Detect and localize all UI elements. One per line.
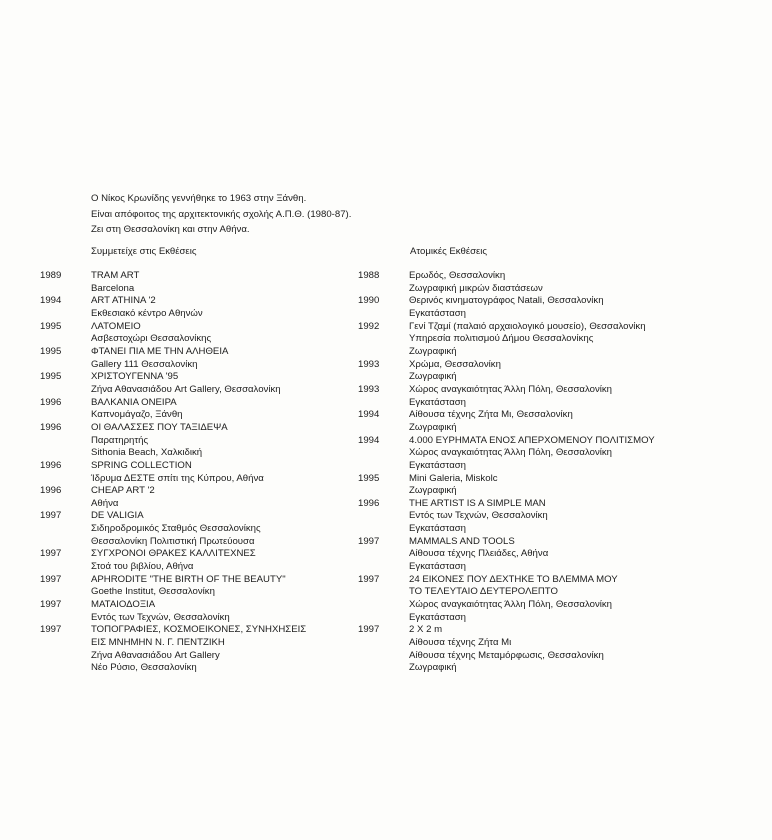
group-exhibition-entry-details bbox=[91, 485, 360, 510]
solo-exhibition-entry-title: Ερωδός, Θεσσαλονίκη bbox=[409, 270, 506, 281]
group-exhibition-entry-year: 1995 bbox=[40, 371, 62, 383]
solo-exhibition-entry-title: THE ARTIST IS A SIMPLE MAN bbox=[409, 497, 546, 509]
group-exhibition-entry bbox=[40, 397, 360, 422]
group-exhibitions-heading: Συμμετείχε στις Εκθέσεις bbox=[91, 246, 197, 257]
group-exhibition-entry-title: CHEAP ART '2 bbox=[91, 485, 155, 497]
group-exhibition-entry-year: 1997 bbox=[40, 573, 62, 585]
group-exhibition-entry-details bbox=[91, 624, 360, 675]
solo-exhibition-entry-details bbox=[409, 536, 688, 574]
solo-exhibition-entry-detail-line: Εγκατάσταση bbox=[409, 396, 467, 408]
solo-exhibition-entry-detail-line: ΤΟ ΤΕΛΕΥΤΑΙΟ ΔΕΥΤΕΡΟΛΕΠΤΟ bbox=[409, 586, 558, 598]
group-exhibition-entry-title: DE VALIGIA bbox=[91, 510, 144, 522]
group-exhibition-entry bbox=[40, 371, 360, 396]
group-exhibition-entry-detail-line: Sithonia Beach, Χαλκιδική bbox=[91, 447, 203, 459]
solo-exhibition-entry-details bbox=[409, 270, 688, 295]
group-exhibition-entry-year: 1996 bbox=[40, 485, 62, 497]
solo-exhibition-entry-year: 1997 bbox=[358, 624, 380, 636]
group-exhibition-entry-year: 1996 bbox=[40, 421, 62, 433]
intro-line: Ζει στη Θεσσαλονίκη και στην Αθήνα. bbox=[91, 224, 250, 235]
group-exhibition-entry-details bbox=[91, 371, 360, 396]
group-exhibition-entry-details bbox=[91, 346, 360, 371]
group-exhibition-entry bbox=[40, 574, 360, 599]
group-exhibition-entry bbox=[40, 422, 360, 460]
solo-exhibition-entry-details bbox=[409, 321, 688, 359]
group-exhibition-entry-detail-line: Gallery 111 Θεσσαλονίκη bbox=[91, 358, 198, 370]
solo-exhibition-entry bbox=[358, 435, 688, 473]
group-exhibition-entry-title: ΧΡΙΣΤΟΥΓΕΝΝΑ '95 bbox=[91, 371, 179, 383]
group-exhibition-entry-title: ΤΟΠΟΓΡΑΦΙΕΣ, ΚΟΣΜΟΕΙΚΟΝΕΣ, ΣΥΝΗΧΗΣΕΙΣ bbox=[91, 624, 307, 636]
solo-exhibition-entry bbox=[358, 321, 688, 359]
group-exhibition-entry-detail-line: ΕΙΣ ΜΝΗΜΗΝ Ν. Γ. ΠΕΝΤΖΙΚΗ bbox=[91, 637, 225, 649]
group-exhibition-entry-detail-line: Εντός των Τεχνών, Θεσσαλονίκη bbox=[91, 611, 230, 623]
intro-line: Ο Νίκος Κρωνίδης γεννήθηκε το 1963 στην Ξάνθη. bbox=[91, 193, 307, 204]
group-exhibition-entry-title: APHRODITE "THE BIRTH OF THE BEAUTY" bbox=[91, 573, 286, 585]
group-exhibition-entry-detail-line: Barcelona bbox=[91, 282, 135, 294]
solo-exhibition-entry-detail-line: Εγκατάσταση bbox=[409, 611, 467, 623]
solo-exhibition-entry-details bbox=[409, 384, 688, 409]
solo-exhibition-entry-title: Αίθουσα τέχνης Ζήτα Μι, Θεσσαλονίκη bbox=[409, 409, 573, 421]
solo-exhibition-entry-title: Χρώμα, Θεσσαλονίκη bbox=[409, 358, 501, 370]
solo-exhibition-entry-detail-line: Ζωγραφική μικρών διαστάσεων bbox=[409, 282, 543, 294]
solo-exhibition-entry-title: Θερινός κινηματογράφος Natali, Θεσσαλονίκη bbox=[409, 295, 604, 307]
solo-exhibition-entry-detail-line: Αίθουσα τέχνης Πλειάδες, Αθήνα bbox=[409, 548, 549, 560]
group-exhibition-entry bbox=[40, 599, 360, 624]
group-exhibition-entry bbox=[40, 321, 360, 346]
solo-exhibition-entry-title: MAMMALS AND TOOLS bbox=[409, 535, 515, 547]
group-exhibition-entry bbox=[40, 485, 360, 510]
group-exhibition-entry-year: 1997 bbox=[40, 548, 62, 560]
group-exhibition-entry-detail-line: Εκθεσιακό κέντρο Αθηνών bbox=[91, 307, 203, 319]
solo-exhibition-entry-detail-line: Αίθουσα τέχνης Ζήτα Μι bbox=[409, 637, 512, 649]
solo-exhibition-entry bbox=[358, 409, 688, 434]
group-exhibitions-list bbox=[40, 270, 360, 675]
solo-exhibition-entry bbox=[358, 473, 688, 498]
solo-exhibition-entry-details bbox=[409, 409, 688, 434]
solo-exhibition-entry-details bbox=[409, 624, 688, 675]
solo-exhibition-entry-detail-line: Εγκατάσταση bbox=[409, 307, 467, 319]
solo-exhibition-entry-detail-line: Ζωγραφική bbox=[409, 371, 457, 383]
solo-exhibition-entry bbox=[358, 536, 688, 574]
solo-exhibition-entry-detail-line: Ζωγραφική bbox=[409, 421, 457, 433]
solo-exhibition-entry-year: 1992 bbox=[358, 320, 380, 332]
intro-line: Είναι απόφοιτος της αρχιτεκτονικής σχολής Α.Π.Θ. (1980-87). bbox=[91, 208, 352, 220]
group-exhibition-entry-year: 1997 bbox=[40, 599, 62, 611]
group-exhibition-entry-details bbox=[91, 599, 360, 624]
solo-exhibition-entry-year: 1997 bbox=[358, 535, 380, 547]
group-exhibition-entry bbox=[40, 510, 360, 548]
solo-exhibition-entry-year: 1993 bbox=[358, 383, 380, 395]
group-exhibition-entry-title: ΛΑΤΟΜΕΙΟ bbox=[91, 320, 141, 332]
solo-exhibition-entry-year: 1994 bbox=[358, 409, 380, 421]
group-exhibition-entry-year: 1997 bbox=[40, 624, 62, 636]
solo-exhibition-entry bbox=[358, 270, 688, 295]
solo-exhibition-entry-year: 1995 bbox=[358, 472, 380, 484]
group-exhibition-entry-detail-line: Ίδρυμα ΔΕΣΤΕ σπίτι της Κύπρου, Αθήνα bbox=[91, 472, 264, 484]
group-exhibition-entry-details bbox=[91, 321, 360, 346]
group-exhibition-entry-details bbox=[91, 270, 360, 295]
solo-exhibition-entry-detail-line: Χώρος αναγκαιότητας Άλλη Πόλη, Θεσσαλονίκη bbox=[409, 599, 613, 611]
solo-exhibition-entry-year: 1988 bbox=[358, 270, 380, 281]
group-exhibition-entry-title: SPRING COLLECTION bbox=[91, 459, 192, 471]
group-exhibition-entry-details bbox=[91, 397, 360, 422]
group-exhibition-entry-title: ΣΥΓΧΡΟΝΟΙ ΘΡΑΚΕΣ ΚΑΛΛΙΤΕΧΝΕΣ bbox=[91, 548, 256, 560]
group-exhibition-entry bbox=[40, 346, 360, 371]
solo-exhibition-entry-title: 2 Χ 2 m bbox=[409, 624, 443, 636]
group-exhibition-entry-details bbox=[91, 548, 360, 573]
group-exhibition-entry-title: TRAM ART bbox=[91, 270, 140, 281]
group-exhibition-entry-detail-line: Καπνομάγαζο, Ξάνθη bbox=[91, 409, 183, 421]
group-exhibition-entry-year: 1996 bbox=[40, 459, 62, 471]
solo-exhibition-entry-title: Χώρος αναγκαιότητας Άλλη Πόλη, Θεσσαλονίκη bbox=[409, 383, 613, 395]
solo-exhibition-entry-details bbox=[409, 435, 688, 473]
group-exhibition-entry-year: 1996 bbox=[40, 396, 62, 408]
solo-exhibition-entry-detail-line: Εγκατάσταση bbox=[409, 459, 467, 471]
group-exhibition-entry-detail-line: Goethe Institut, Θεσσαλονίκη bbox=[91, 586, 215, 598]
solo-exhibition-entry-year: 1997 bbox=[358, 573, 380, 585]
solo-exhibition-entry-details bbox=[409, 498, 688, 536]
group-exhibition-entry-detail-line: Θεσσαλονίκη Πολιτιστική Πρωτεύουσα bbox=[91, 535, 255, 547]
group-exhibition-entry bbox=[40, 460, 360, 485]
group-exhibition-entry-title: ΜΑΤΑΙΟΔΟΞΙΑ bbox=[91, 599, 156, 611]
group-exhibition-entry-detail-line: Παρατηρητής bbox=[91, 434, 149, 446]
group-exhibition-entry bbox=[40, 270, 360, 295]
group-exhibition-entry-details bbox=[91, 574, 360, 599]
solo-exhibition-entry bbox=[358, 498, 688, 536]
group-exhibition-entry-detail-line: Ασβεστοχώρι Θεσσαλονίκης bbox=[91, 333, 212, 345]
solo-exhibition-entry-year: 1993 bbox=[358, 358, 380, 370]
solo-exhibition-entry bbox=[358, 384, 688, 409]
group-exhibition-entry-year: 1995 bbox=[40, 345, 62, 357]
group-exhibition-entry bbox=[40, 295, 360, 320]
solo-exhibition-entry bbox=[358, 295, 688, 320]
solo-exhibition-entry bbox=[358, 624, 688, 675]
group-exhibition-entry-year: 1995 bbox=[40, 320, 62, 332]
group-exhibition-entry-detail-line: Στοά του βιβλίου, Αθήνα bbox=[91, 561, 194, 573]
group-exhibition-entry-details bbox=[91, 510, 360, 548]
solo-exhibition-entry-title: 4.000 ΕΥΡΗΜΑΤΑ ΕΝΟΣ ΑΠΕΡΧΟΜΕΝΟΥ ΠΟΛΙΤΙΣΜΟΥ bbox=[409, 434, 655, 446]
group-exhibition-entry-details bbox=[91, 422, 360, 460]
solo-exhibition-entry-detail-line: Ζωγραφική bbox=[409, 662, 457, 674]
group-exhibition-entry-detail-line: Ζήνα Αθανασιάδου Art Gallery bbox=[91, 649, 220, 661]
solo-exhibition-entry-title: 24 ΕΙΚΟΝΕΣ ΠΟΥ ΔΕΧΤΗΚΕ ΤΟ ΒΛΕΜΜΑ ΜΟΥ bbox=[409, 573, 618, 585]
solo-exhibition-entry-details bbox=[409, 295, 688, 320]
solo-exhibition-entry-detail-line: Εντός των Τεχνών, Θεσσαλονίκη bbox=[409, 510, 548, 522]
group-exhibition-entry-detail-line: Ζήνα Αθανασιάδου Art Gallery, Θεσσαλονίκη bbox=[91, 383, 281, 395]
solo-exhibition-entry bbox=[358, 574, 688, 625]
group-exhibition-entry-year: 1994 bbox=[40, 295, 62, 307]
solo-exhibition-entry-title: Γενί Τζαμί (παλαιό αρχαιολογικό μουσείο), Θεσσαλονίκη bbox=[409, 320, 646, 332]
solo-exhibition-entry-detail-line: Ζωγραφική bbox=[409, 485, 457, 497]
solo-exhibition-entry-year: 1990 bbox=[358, 295, 380, 307]
group-exhibition-entry-year: 1997 bbox=[40, 510, 62, 522]
group-exhibition-entry-title: ΟΙ ΘΑΛΑΣΣΕΣ ΠΟΥ ΤΑΞΙΔΕΨΑ bbox=[91, 421, 228, 433]
solo-exhibition-entry-year: 1996 bbox=[358, 497, 380, 509]
solo-exhibitions-list bbox=[358, 270, 688, 675]
group-exhibition-entry bbox=[40, 548, 360, 573]
solo-exhibition-entry-details bbox=[409, 359, 688, 384]
solo-exhibition-entry-detail-line: Ζωγραφική bbox=[409, 345, 457, 357]
solo-exhibitions-heading: Ατομικές Εκθέσεις bbox=[410, 246, 488, 257]
solo-exhibition-entry bbox=[358, 359, 688, 384]
group-exhibition-entry-detail-line: Νέο Ρύσιο, Θεσσαλονίκη bbox=[91, 662, 197, 674]
group-exhibition-entry bbox=[40, 624, 360, 675]
group-exhibition-entry-details bbox=[91, 460, 360, 485]
solo-exhibition-entry-detail-line: Υπηρεσία πολιτισμού Δήμου Θεσσαλονίκης bbox=[409, 333, 594, 345]
solo-exhibition-entry-detail-line: Εγκατάσταση bbox=[409, 561, 467, 573]
solo-exhibition-entry-detail-line: Εγκατάσταση bbox=[409, 523, 467, 535]
solo-exhibition-entry-details bbox=[409, 574, 688, 625]
group-exhibition-entry-title: ΒΑΛΚΑΝΙΑ ΟΝΕΙΡΑ bbox=[91, 396, 177, 408]
group-exhibition-entry-detail-line: Αθήνα bbox=[91, 497, 119, 509]
group-exhibition-entry-details bbox=[91, 295, 360, 320]
solo-exhibition-entry-details bbox=[409, 473, 688, 498]
solo-exhibition-entry-detail-line: Αίθουσα τέχνης Μεταμόρφωσις, Θεσσαλονίκη bbox=[409, 649, 604, 661]
solo-exhibition-entry-title: Mini Galeria, Miskolc bbox=[409, 472, 498, 484]
solo-exhibition-entry-detail-line: Χώρος αναγκαιότητας Άλλη Πόλη, Θεσσαλονίκη bbox=[409, 447, 613, 459]
group-exhibition-entry-detail-line: Σιδηροδρομικός Σταθμός Θεσσαλονίκης bbox=[91, 523, 261, 535]
biography-intro bbox=[91, 191, 351, 238]
solo-exhibition-entry-year: 1994 bbox=[358, 434, 380, 446]
group-exhibition-entry-year: 1989 bbox=[40, 270, 62, 281]
group-exhibition-entry-title: ΦΤΑΝΕΙ ΠΙΑ ΜΕ ΤΗΝ ΑΛΗΘΕΙΑ bbox=[91, 345, 229, 357]
group-exhibition-entry-title: ART ATHINA '2 bbox=[91, 295, 156, 307]
